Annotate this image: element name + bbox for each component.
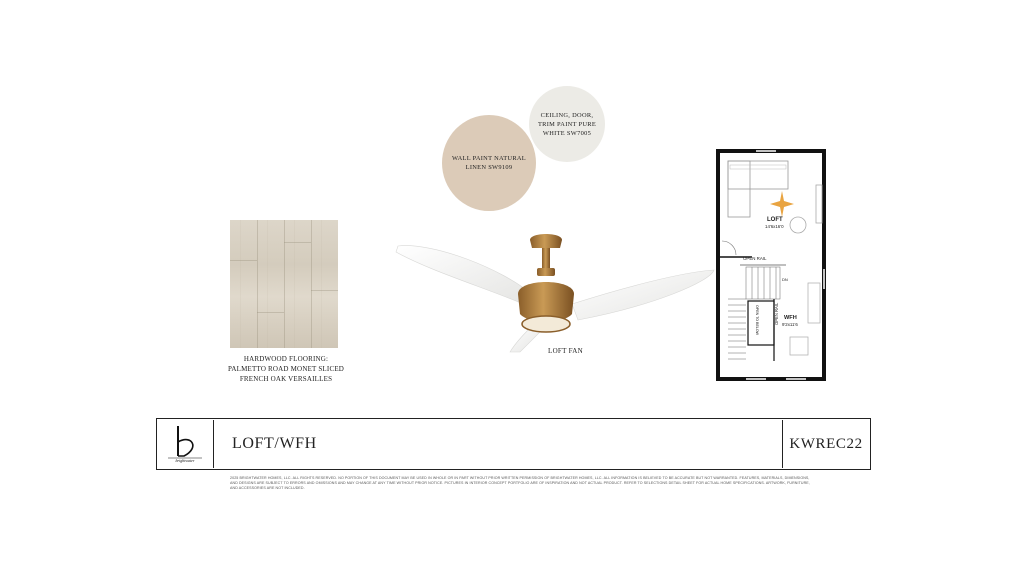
loft-dim: 14'6x16'0 (765, 224, 784, 229)
ceiling-paint-swatch (529, 86, 605, 162)
selection-code: KWREC22 (789, 435, 863, 452)
flooring-caption-line2: PALMETTO ROAD MONET SLICED (227, 365, 345, 373)
wfh-dim: 9'2x11'6 (782, 322, 798, 327)
ceiling-paint-line2: TRIM PAINT PURE (537, 120, 597, 128)
ceiling-paint-line1: CEILING, DOOR, (540, 111, 594, 119)
flooring-caption-line3: FRENCH OAK VERSAILLES (239, 375, 333, 383)
dn-label: DN (782, 277, 788, 282)
brightwater-logo-icon (158, 420, 212, 466)
flooring-swatch-image (230, 220, 338, 348)
wall-paint-swatch (442, 115, 536, 211)
room-title: LOFT/WFH (232, 435, 317, 452)
loft-label: LOFT (767, 217, 783, 223)
open-below-label: OPEN TO BELOW (755, 305, 759, 336)
wfh-label: WFH (784, 315, 797, 321)
wall-paint-line2: LINEN SW9109 (465, 164, 513, 171)
flooring-caption (226, 354, 346, 384)
wall-paint-line1: WALL PAINT NATURAL (451, 155, 527, 162)
brand-logo (158, 420, 214, 468)
open-rail-label-top: OPEN RAIL (743, 256, 767, 261)
ceiling-fan-image (392, 228, 722, 358)
selection-code-box (782, 420, 869, 468)
legal-disclaimer: 2025 BRIGHTWATER HOMES, LLC. ALL RIGHTS RESERVED. NO PORTION OF THIS DOCUMENT MAY BE USED IN WHOLE OR IN PART WITHOUT PRIOR WRITTEN PERMISSION OF BRIGHTWATER HOMES, LLC. ALL INFORMATION IS BELIEVED TO BE ACCURATE BUT NOT WARRANTED. FEATURES, MATERIALS, DIMENSIONS, AND DESIGNS ARE SUBJECT TO ERRORS AND OMISSIONS AND MAY CHANGE AT ANY TIME WITHOUT PRIOR NOTICE. PICTURES IN INTERIOR CONCEPT PORTFOLIO ARE OF INSPIRATION AND NOT ACTUAL PRODUCT. REFER TO SELECTIONS DETAIL SHEET FOR ACTUAL HOME SPECIFICATIONS. ARTWORK, FURNITURE, AND ACCESSORIES ARE NOT INCLUDED. (230, 476, 810, 491)
ceiling-paint-line3: WHITE SW7005 (542, 129, 592, 137)
open-rail-label-side: OPEN RAIL (774, 302, 779, 325)
logo-wordmark: brightwater (175, 458, 195, 463)
fan-caption: LOFT FAN (548, 347, 584, 355)
flooring-caption-line1: HARDWOOD FLOORING: (243, 355, 329, 363)
loft-floor-plan (716, 149, 826, 381)
